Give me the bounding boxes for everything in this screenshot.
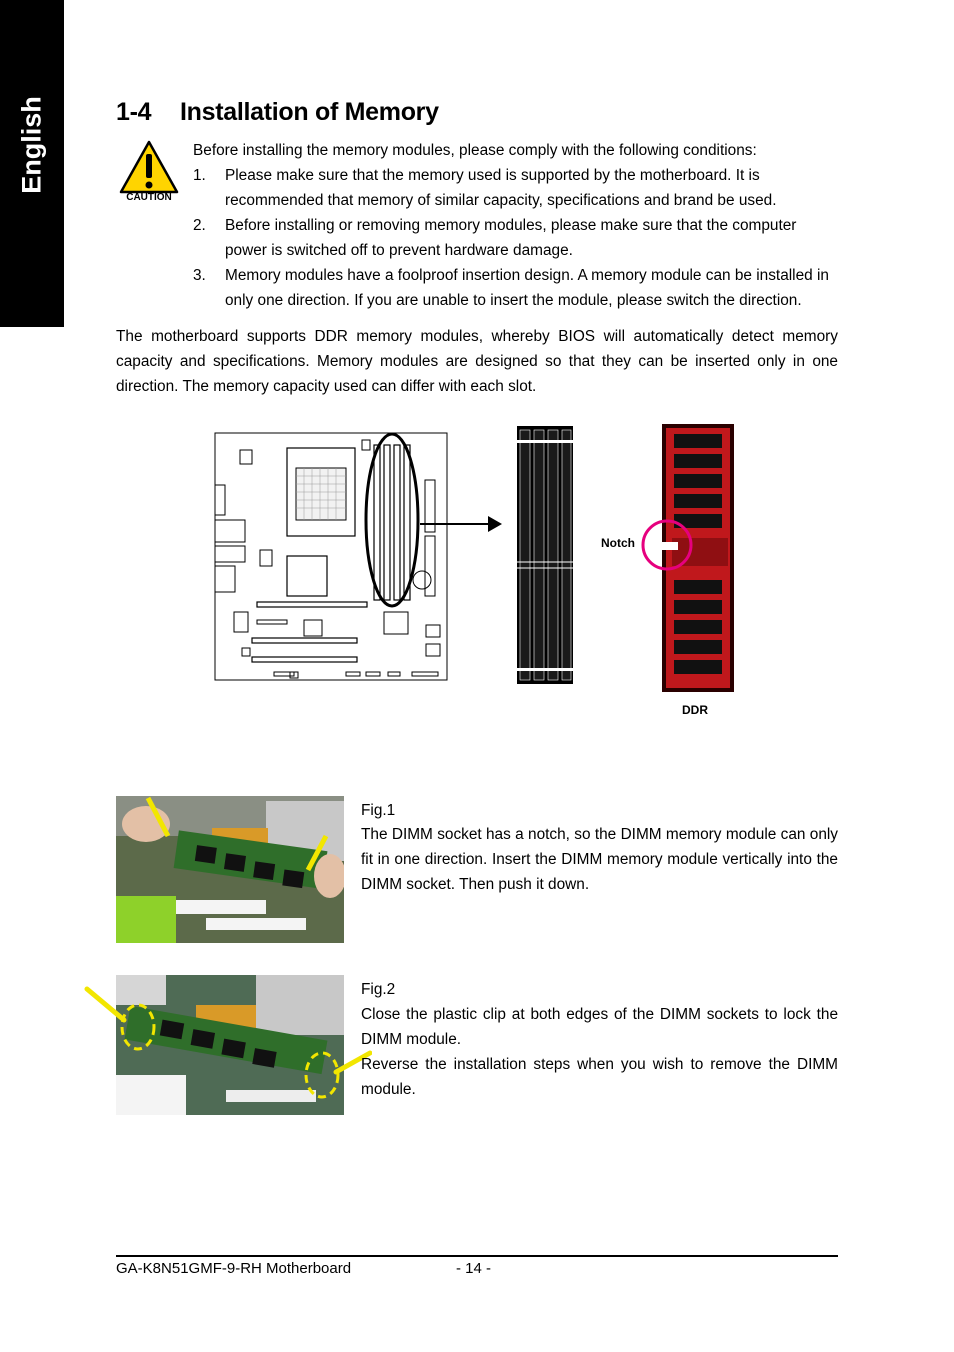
- fig1-photo: [116, 796, 344, 943]
- section-title: [116, 98, 439, 127]
- fig2-photo: [116, 975, 344, 1115]
- caution-item-text: Memory modules have a foolproof insertion design. A memory module can be installed in only one direction. If you are unable to insert the module, please switch the direction.: [225, 267, 829, 309]
- caution-intro: Before installing the memory modules, please comply with the following conditions:: [193, 142, 757, 159]
- caution-label: CAUTION: [126, 192, 172, 203]
- caution-item-number: 1.: [193, 167, 206, 184]
- caution-item-number: 2.: [193, 217, 206, 234]
- notch-label: Notch: [601, 536, 635, 550]
- fig1-label: Fig.1: [361, 802, 396, 819]
- ddr-module: [652, 424, 734, 692]
- fig2-left-arrow: [84, 986, 128, 1026]
- caution-item-text: Before installing or removing memory modules, please make sure that the computer power is switched off to prevent hardware damage.: [225, 217, 797, 259]
- dimm-slot-closeup: [517, 426, 573, 684]
- language-tab: [0, 0, 64, 327]
- ddr-label: DDR: [682, 703, 708, 717]
- caution-item-text: Please make sure that the memory used is supported by the motherboard. It is recommended that memory of similar capacity, specifications and brand be used.: [225, 167, 777, 209]
- body-paragraph: The motherboard supports DDR memory modules, whereby BIOS will automatically detect memory capacity and specifications. Memory modules are designed so that they can be inserted only in one direction. The memory capacity used can differ with each slot.: [116, 328, 838, 395]
- section-number: 1-4: [116, 98, 152, 126]
- section-title-text: Installation of Memory: [180, 98, 439, 126]
- footer-page-number: - 14 -: [456, 1260, 492, 1277]
- caution-item-number: 3.: [193, 267, 206, 284]
- memory-diagram: [212, 420, 752, 700]
- fig1-caption: The DIMM socket has a notch, so the DIMM memory module can only fit in one direction. Insert the DIMM memory module vertically into the DIMM socket. Then push it down.: [361, 826, 838, 893]
- language-tab-label: English: [16, 96, 47, 194]
- fig2-caption: Close the plastic clip at both edges of the DIMM sockets to lock the DIMM module.: [361, 1006, 838, 1048]
- footer-model: GA-K8N51GMF-9-RH Motherboard: [116, 1260, 352, 1277]
- fig2-caption-2: Reverse the installation steps when you wish to remove the DIMM module.: [361, 1056, 838, 1098]
- fig2-label: Fig.2: [361, 981, 396, 998]
